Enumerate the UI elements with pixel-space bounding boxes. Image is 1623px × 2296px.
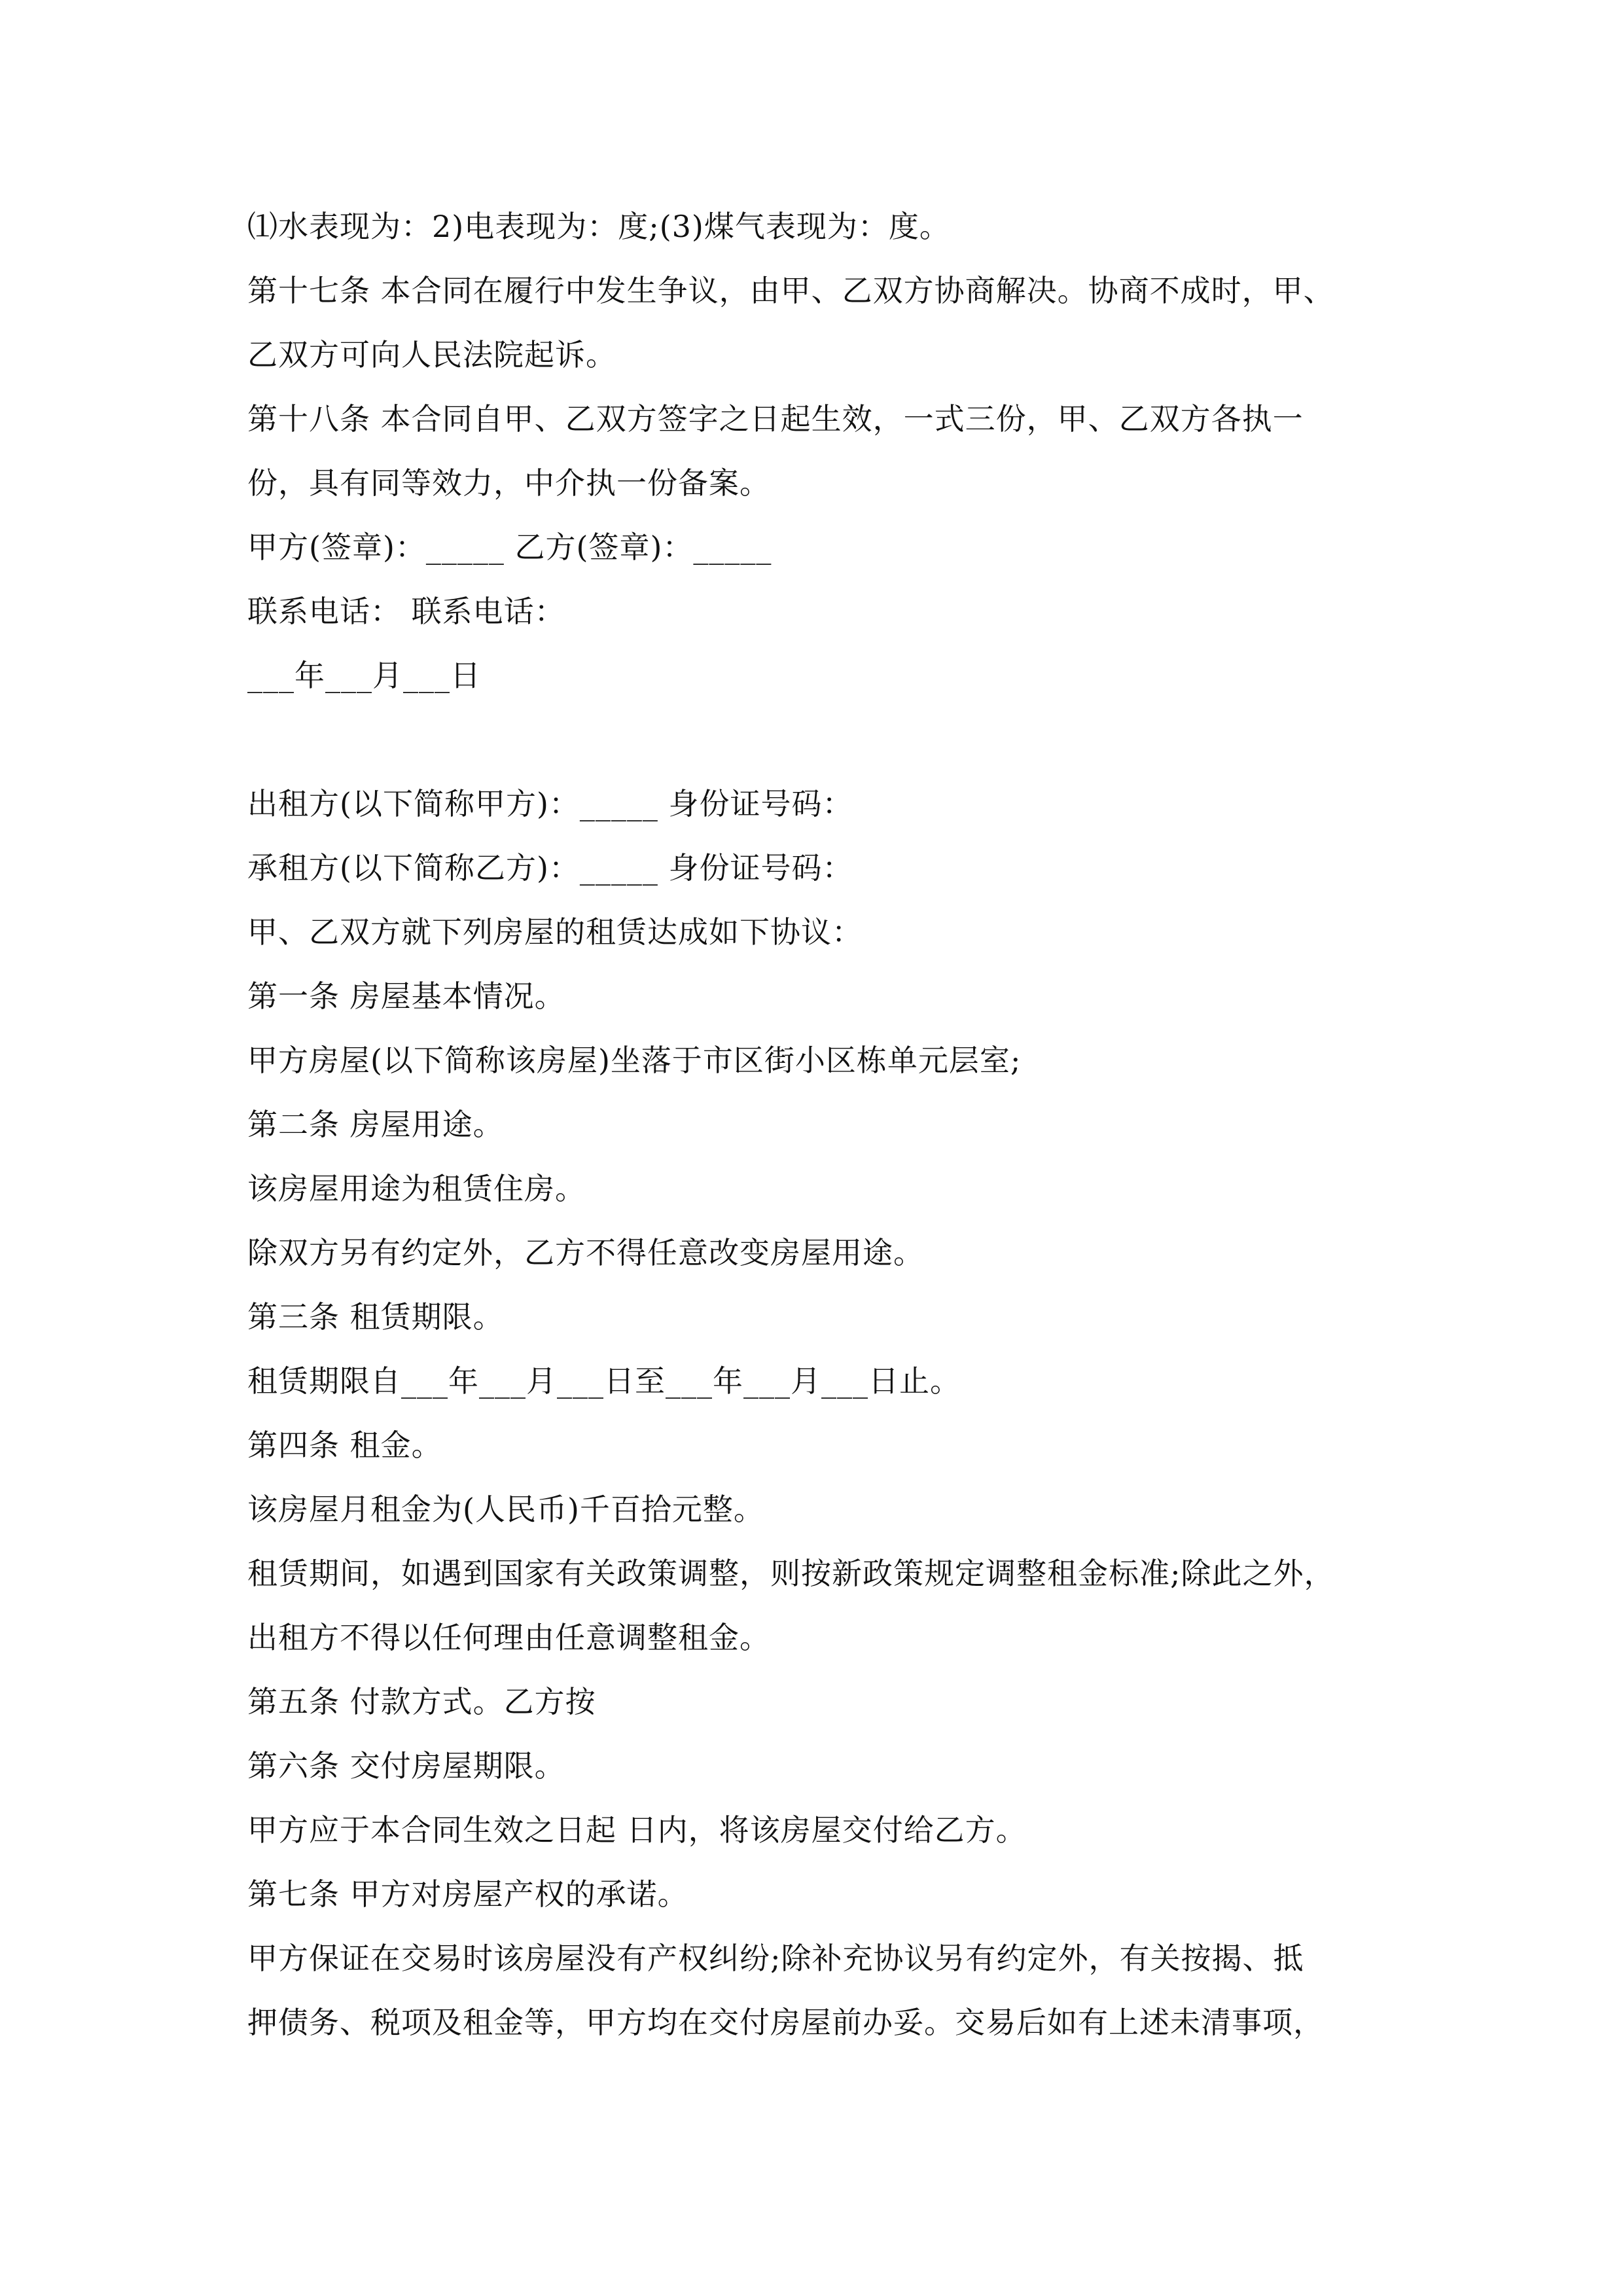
- contact-phone-line: 联系电话： 联系电话：: [247, 594, 565, 629]
- text-line: 第十八条 本合同自甲、乙双方签字之日起生效，一式三份，甲、乙双方各执一: [247, 401, 1304, 437]
- date-line: ___年___月___日: [247, 658, 481, 693]
- article-heading: 第一条 房屋基本情况。: [247, 978, 565, 1014]
- text-line: 第十七条 本合同在履行中发生争议，由甲、乙双方协商解决。协商不成时，甲、: [247, 273, 1334, 308]
- article-heading: 第五条 付款方式。乙方按: [247, 1684, 596, 1719]
- text-line: ⑴水表现为：2)电表现为：度;(3)煤气表现为：度。: [247, 209, 950, 244]
- text-line: 出租方不得以任何理由任意调整租金。: [247, 1620, 770, 1655]
- text-line: 租赁期限自___年___月___日至___年___月___日止。: [247, 1363, 961, 1399]
- article-heading: 第三条 租赁期限。: [247, 1299, 504, 1335]
- lessee-line: 承租方(以下简称乙方)：_____ 身份证号码：: [247, 850, 853, 886]
- text-line: 甲方保证在交易时该房屋没有产权纠纷;除补充协议另有约定外，有关按揭、抵: [247, 1941, 1304, 1976]
- article-heading: 第六条 交付房屋期限。: [247, 1748, 565, 1784]
- text-line: 押债务、税项及租金等，甲方均在交付房屋前办妥。交易后如有上述未清事项，: [247, 2005, 1324, 2040]
- text-line: 租赁期间，如遇到国家有关政策调整，则按新政策规定调整租金标准;除此之外，: [247, 1556, 1335, 1591]
- text-line: 该房屋月租金为(人民币)千百拾元整。: [247, 1492, 764, 1527]
- text-line: 该房屋用途为租赁住房。: [247, 1171, 586, 1206]
- signature-line: 甲方(签章)：_____ 乙方(签章)：_____: [247, 529, 772, 565]
- text-line: 甲方应于本合同生效之日起 日内，将该房屋交付给乙方。: [247, 1812, 1027, 1848]
- text-line: 甲方房屋(以下简称该房屋)坐落于市区街小区栋单元层室;: [247, 1043, 1022, 1078]
- text-line: 除双方另有约定外，乙方不得任意改变房屋用途。: [247, 1235, 924, 1270]
- article-heading: 第四条 租金。: [247, 1427, 442, 1463]
- article-heading: 第二条 房屋用途。: [247, 1107, 504, 1142]
- text-line: 份，具有同等效力，中介执一份备案。: [247, 465, 770, 501]
- article-heading: 第七条 甲方对房屋产权的承诺。: [247, 1876, 688, 1912]
- lessor-line: 出租方(以下简称甲方)：_____ 身份证号码：: [247, 786, 853, 821]
- text-line: 乙双方可向人民法院起诉。: [247, 337, 616, 372]
- text-line: 甲、乙双方就下列房屋的租赁达成如下协议：: [247, 914, 863, 950]
